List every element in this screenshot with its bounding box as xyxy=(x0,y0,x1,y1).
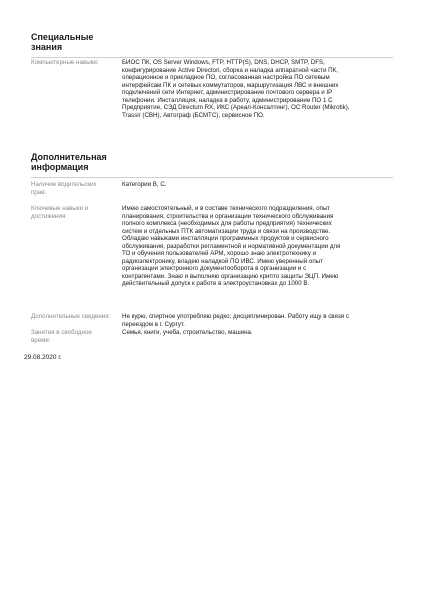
extra-info-label: Дополнительные сведения: xyxy=(31,313,111,320)
key-skills-value: Имею самостоятельный, и в составе технического подразделения, опыт планирования, строительства и организации технического обслуживания полного комплекса (необходимых для работы предприятия) технических систем и отдельных ПТК автоматизации труда и связи на производстве. Обладаю навыками инсталляции программных продуктов и сервисного обслуживания, разработки регламентной и нормативной документации для ТО и обучения пользователей АРМ, хорошо знаю электротехнику и радиоэлектронику, владею наладкой ПО ИВС. Имею уверенный опыт организации электронного документооборота в организации и с контрагентами. Знаю и выполняю организацию крипто защиты ЭЦП. Имею действительный допуск к работе в электроустановках до 1000 В. xyxy=(122,205,341,287)
key-skills-label: Ключевые навыки и достижения: xyxy=(31,205,89,220)
free-time-label: Занятия в свободное время: xyxy=(31,329,92,344)
additional-info-heading: Дополнительная информация xyxy=(31,152,107,172)
special-skills-heading: Специальные знания xyxy=(31,32,94,52)
driver-license-label: Наличие водительских прав: xyxy=(31,181,97,196)
extra-info-value: Не курю, спиртное употребляю редко, дисциплинирован. Работу ищу в связи с переездом в г. Сургут. xyxy=(122,313,349,328)
driver-license-value: Категории B, C. xyxy=(122,181,167,188)
section-divider xyxy=(31,177,393,178)
computer-skills-label: Компьютерные навыки: xyxy=(31,59,99,66)
document-date: 29.08.2020 г. xyxy=(24,354,62,361)
computer-skills-value: БИОС ПК, OS Server Windows, FTP, HTTP(S), DNS, DHCP, SMTP, DFS, конфигурирование Active Directori, сборка и наладка аппаратной части ПК, операционное и прикладное ПО, согласованная настройка ПО сетевым интерфейсам ПК и сетевых коммутаторов, маршрутизация ЛВС и внешних подключений сети Интернет, администрирование почтового сервера и IP телефонии. Инсталляция, наладка в работу, администрирование ПО 1 С Предприятие, СЭД Directum RX, ИКС (Ареал-Консалтинг), ОС Router (Mikrotik), Trassir (СВН), Автограф (БСМТС), сервисное ПО. xyxy=(122,59,350,119)
section-divider xyxy=(31,57,393,58)
free-time-value: Семья, книги, учеба, строительство, машина. xyxy=(122,329,253,336)
